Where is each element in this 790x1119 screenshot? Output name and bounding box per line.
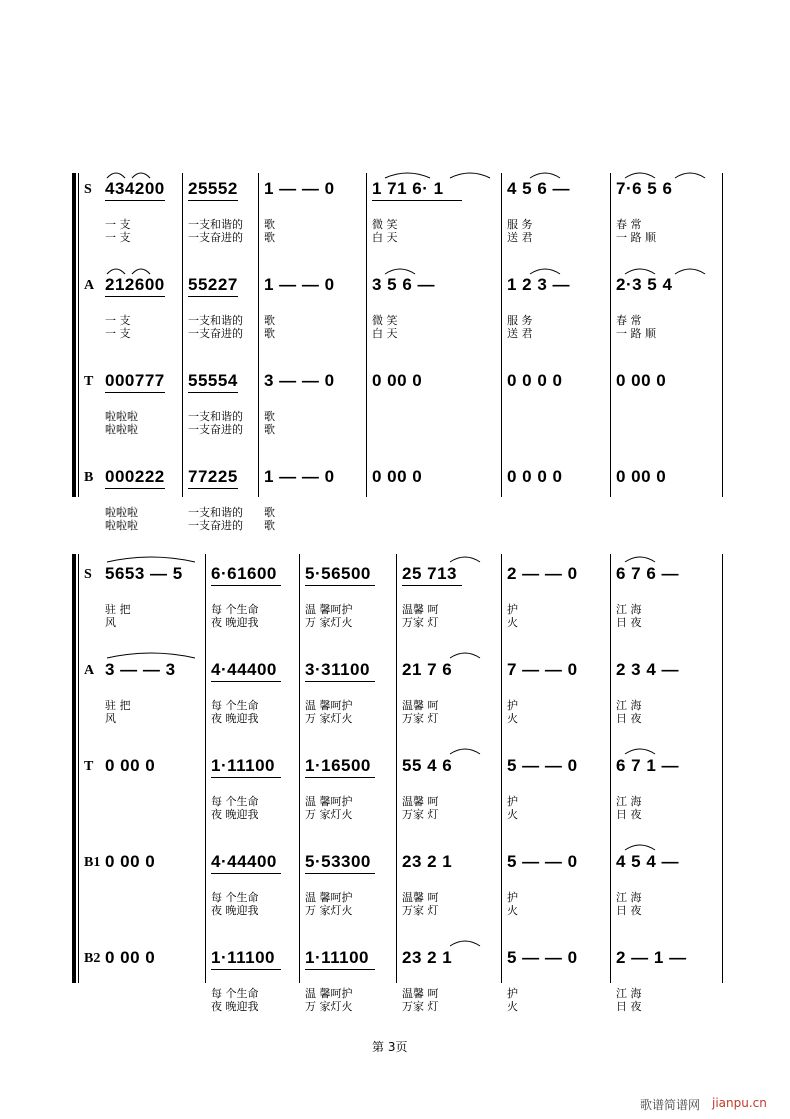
lyric-text: 春 常 (616, 218, 642, 231)
part-label: B (84, 470, 94, 485)
lyric-text: 万家 灯 (402, 616, 439, 629)
measure-notes: 1·11100 (211, 948, 276, 967)
measure-notes: 1 — — 0 (264, 467, 335, 486)
lyric-text: 护 (507, 891, 518, 904)
measure-notes: 7 — — 0 (507, 660, 578, 679)
lyric-text: 白 天 (372, 327, 398, 340)
measure-notes: 4 5 4 — (616, 852, 680, 871)
slur-arc (450, 653, 480, 658)
measure-notes: 0 00 0 (616, 467, 667, 486)
measure-notes: 434200 (105, 179, 165, 198)
part-label: B1 (84, 855, 101, 870)
lyric-text: 火 (507, 904, 518, 917)
lyric-text: 每 个生命 (211, 699, 259, 712)
lyric-text: 万 家灯火 (305, 808, 353, 821)
measure-notes: 1 71 6· 1 (372, 179, 444, 198)
measure-notes: 2 3 4 — (616, 660, 680, 679)
lyric-text: 日 夜 (616, 712, 642, 725)
measure-notes: 212600 (105, 275, 165, 294)
measure-notes: 55554 (188, 371, 238, 390)
lyric-text: 温 馨呵护 (305, 795, 353, 808)
lyric-text: 一支和谐的 (188, 218, 243, 231)
lyric-text: 火 (507, 712, 518, 725)
lyric-text: 歌 (264, 231, 275, 244)
slur-arc (107, 173, 125, 178)
lyric-text: 每 个生命 (211, 795, 259, 808)
measure-notes: 55227 (188, 275, 238, 294)
measure-notes: 0 0 0 0 (507, 467, 563, 486)
lyric-text: 火 (507, 808, 518, 821)
measure-notes: 21 7 6 (402, 660, 453, 679)
lyric-text: 温馨 呵 (402, 795, 439, 808)
lyric-text: 温馨 呵 (402, 891, 439, 904)
part-label: T (84, 374, 94, 389)
measure-notes: 23 2 1 (402, 852, 453, 871)
lyric-text: 一支奋进的 (188, 231, 243, 244)
part-label: S (84, 567, 92, 582)
lyric-text: 歌 (264, 314, 275, 327)
slur-arc (107, 653, 195, 658)
slur-arc (107, 269, 125, 274)
slur-arc (625, 269, 655, 274)
measure-notes: 3 — — 3 (105, 660, 176, 679)
part-label: A (84, 663, 95, 678)
slur-arc (107, 557, 195, 562)
measure-notes: 5 — — 0 (507, 948, 578, 967)
lyric-text: 一支和谐的 (188, 506, 243, 519)
slur-arc (450, 173, 490, 178)
measure-notes: 55 4 6 (402, 756, 453, 775)
lyric-text: 微 笑 (372, 218, 398, 231)
slur-arc (132, 269, 150, 274)
measure-notes: 5 — — 0 (507, 756, 578, 775)
lyric-text: 火 (507, 1000, 518, 1013)
lyric-text: 一 路 顺 (616, 327, 656, 340)
page-number: 第 3页 (372, 1040, 408, 1054)
slur-arc (385, 269, 415, 274)
lyric-text: 歌 (264, 519, 275, 532)
lyric-text: 江 海 (616, 891, 642, 904)
lyric-text: 微 笑 (372, 314, 398, 327)
lyric-text: 歌 (264, 423, 275, 436)
slur-arc (132, 173, 150, 178)
lyric-text: 每 个生命 (211, 603, 259, 616)
lyric-text: 啦啦啦 (105, 519, 138, 532)
measure-notes: 6 7 6 — (616, 564, 680, 583)
lyric-text: 一 支 (105, 231, 131, 244)
lyric-text: 万 家灯火 (305, 1000, 353, 1013)
lyric-text: 一支奋进的 (188, 327, 243, 340)
lyric-text: 风 (105, 616, 116, 629)
lyric-text: 万家 灯 (402, 712, 439, 725)
measure-notes: 2 — — 0 (507, 564, 578, 583)
measure-notes: 3·31100 (305, 660, 370, 679)
slur-arc (625, 557, 655, 562)
measure-notes: 3 5 6 — (372, 275, 436, 294)
measure-notes: 25 713 (402, 564, 457, 583)
lyric-text: 一 路 顺 (616, 231, 656, 244)
lyric-text: 服 务 (507, 314, 533, 327)
lyric-text: 万 家灯火 (305, 616, 353, 629)
lyric-text: 护 (507, 699, 518, 712)
lyric-text: 日 夜 (616, 1000, 642, 1013)
measure-notes: 000777 (105, 371, 165, 390)
measure-notes: 0 00 0 (616, 371, 667, 390)
lyric-text: 风 (105, 712, 116, 725)
lyric-text: 温 馨呵护 (305, 987, 353, 1000)
lyric-text: 歌 (264, 506, 275, 519)
measure-notes: 0 00 0 (105, 852, 156, 871)
measure-notes: 4 5 6 — (507, 179, 571, 198)
lyric-text: 温 馨呵护 (305, 891, 353, 904)
lyric-text: 送 君 (507, 231, 533, 244)
measure-notes: 5653 — 5 (105, 564, 183, 583)
lyric-text: 一 支 (105, 314, 131, 327)
slur-arc (450, 557, 480, 562)
lyric-text: 护 (507, 603, 518, 616)
lyric-text: 每 个生命 (211, 987, 259, 1000)
measure-notes: 5 — — 0 (507, 852, 578, 871)
lyric-text: 江 海 (616, 603, 642, 616)
slur-arc (625, 749, 655, 754)
slur-arc (450, 941, 480, 946)
slur-arc (625, 173, 655, 178)
lyric-text: 白 天 (372, 231, 398, 244)
lyric-text: 歌 (264, 327, 275, 340)
lyric-text: 日 夜 (616, 904, 642, 917)
lyric-text: 温馨 呵 (402, 699, 439, 712)
lyric-text: 温馨 呵 (402, 987, 439, 1000)
slur-arc (675, 269, 705, 274)
part-label: S (84, 182, 92, 197)
lyric-text: 夜 晚迎我 (211, 712, 259, 725)
measure-notes: 0 00 0 (105, 756, 156, 775)
lyric-text: 歌 (264, 218, 275, 231)
lyric-text: 夜 晚迎我 (211, 904, 259, 917)
lyric-text: 温 馨呵护 (305, 603, 353, 616)
lyric-text: 一支和谐的 (188, 314, 243, 327)
lyric-text: 一支奋进的 (188, 519, 243, 532)
slur-arc (625, 845, 655, 850)
measure-notes: 1 2 3 — (507, 275, 571, 294)
measure-notes: 77225 (188, 467, 238, 486)
lyric-text: 温 馨呵护 (305, 699, 353, 712)
lyric-text: 一 支 (105, 327, 131, 340)
lyric-text: 啦啦啦 (105, 423, 138, 436)
slur-arc (675, 173, 705, 178)
lyric-text: 送 君 (507, 327, 533, 340)
measure-notes: 4·44400 (211, 660, 277, 679)
lyric-text: 万家 灯 (402, 808, 439, 821)
measure-notes: 2·3 5 4 (616, 275, 673, 294)
measure-notes: 0 00 0 (372, 467, 423, 486)
slur-arc (530, 173, 560, 178)
lyric-text: 万家 灯 (402, 1000, 439, 1013)
part-label: T (84, 759, 94, 774)
slur-arc (385, 173, 430, 178)
measure-notes: 2 — 1 — (616, 948, 687, 967)
lyric-text: 一支奋进的 (188, 423, 243, 436)
lyric-text: 江 海 (616, 699, 642, 712)
lyric-text: 每 个生命 (211, 891, 259, 904)
watermark-url: jianpu.cn (712, 1096, 767, 1110)
watermark-text: 歌谱简谱网 (640, 1098, 701, 1112)
measure-notes: 5·56500 (305, 564, 371, 583)
measure-notes: 1 — — 0 (264, 179, 335, 198)
measure-notes: 25552 (188, 179, 238, 198)
measure-notes: 0 00 0 (105, 948, 156, 967)
lyric-text: 日 夜 (616, 616, 642, 629)
measure-notes: 1·16500 (305, 756, 371, 775)
measure-notes: 5·53300 (305, 852, 371, 871)
measure-notes: 1·11100 (211, 756, 276, 775)
measure-notes: 23 2 1 (402, 948, 453, 967)
lyric-text: 夜 晚迎我 (211, 808, 259, 821)
lyric-text: 江 海 (616, 987, 642, 1000)
lyric-text: 护 (507, 987, 518, 1000)
measure-notes: 6 7 1 — (616, 756, 680, 775)
lyric-text: 啦啦啦 (105, 506, 138, 519)
measure-notes: 000222 (105, 467, 165, 486)
lyric-text: 夜 晚迎我 (211, 1000, 259, 1013)
lyric-text: 江 海 (616, 795, 642, 808)
lyric-text: 护 (507, 795, 518, 808)
measure-notes: 6·61600 (211, 564, 277, 583)
measure-notes: 7·6 5 6 (616, 179, 673, 198)
measure-notes: 0 00 0 (372, 371, 423, 390)
lyric-text: 驻 把 (105, 603, 131, 616)
lyric-text: 歌 (264, 410, 275, 423)
lyric-text: 春 常 (616, 314, 642, 327)
lyric-text: 服 务 (507, 218, 533, 231)
measure-notes: 4·44400 (211, 852, 277, 871)
measure-notes: 1 — — 0 (264, 275, 335, 294)
measure-notes: 0 0 0 0 (507, 371, 563, 390)
lyric-text: 温馨 呵 (402, 603, 439, 616)
lyric-text: 一支和谐的 (188, 410, 243, 423)
lyric-text: 火 (507, 616, 518, 629)
measure-notes: 1·11100 (305, 948, 370, 967)
lyric-text: 啦啦啦 (105, 410, 138, 423)
measure-notes: 3 — — 0 (264, 371, 335, 390)
lyric-text: 万 家灯火 (305, 904, 353, 917)
lyric-text: 一 支 (105, 218, 131, 231)
lyric-text: 夜 晚迎我 (211, 616, 259, 629)
lyric-text: 万 家灯火 (305, 712, 353, 725)
lyric-text: 驻 把 (105, 699, 131, 712)
part-label: B2 (84, 951, 101, 966)
lyric-text: 万家 灯 (402, 904, 439, 917)
part-label: A (84, 278, 95, 293)
slur-arc (450, 749, 480, 754)
slur-arc (530, 269, 560, 274)
lyric-text: 日 夜 (616, 808, 642, 821)
